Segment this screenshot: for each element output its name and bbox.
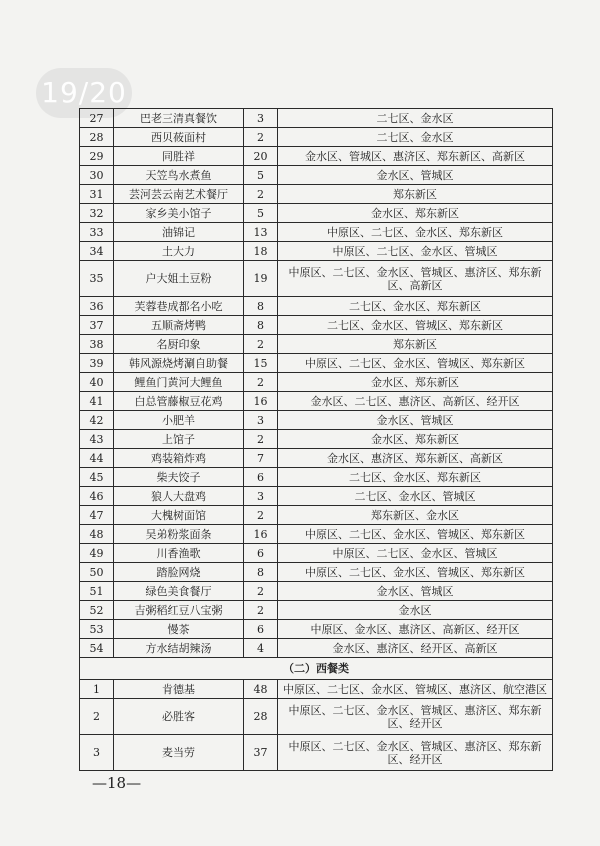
district-list: 金水区、二七区、惠济区、高新区、经开区 — [278, 392, 553, 411]
table-row — [80, 109, 553, 128]
store-count: 6 — [244, 468, 278, 487]
table-row — [80, 147, 553, 166]
restaurant-name: 巴老三清真餐饮 — [114, 109, 244, 128]
row-number: 42 — [80, 411, 114, 430]
restaurant-name: 小肥羊 — [114, 411, 244, 430]
row-number: 40 — [80, 373, 114, 392]
district-list: 中原区、二七区、金水区、管城区 — [278, 242, 553, 261]
district-list: 中原区、二七区、金水区、管城区、惠济区、航空港区 — [278, 680, 553, 699]
row-number: 35 — [80, 261, 114, 297]
store-count: 5 — [244, 166, 278, 185]
restaurant-name: 西贝莜面村 — [114, 128, 244, 147]
row-number: 30 — [80, 166, 114, 185]
district-list: 金水区、惠济区、郑东新区、高新区 — [278, 449, 553, 468]
restaurant-name: 川香渔歌 — [114, 544, 244, 563]
table-row — [80, 411, 553, 430]
restaurant-name: 吴弟粉浆面条 — [114, 525, 244, 544]
row-number: 54 — [80, 639, 114, 658]
restaurant-name: 土大力 — [114, 242, 244, 261]
store-count: 18 — [244, 242, 278, 261]
restaurant-name: 油锦记 — [114, 223, 244, 242]
restaurant-name: 柴夫饺子 — [114, 468, 244, 487]
restaurant-name: 家乡美小馆子 — [114, 204, 244, 223]
store-count: 19 — [244, 261, 278, 297]
store-count: 2 — [244, 185, 278, 204]
store-count: 8 — [244, 316, 278, 335]
table-row — [80, 316, 553, 335]
row-number: 38 — [80, 335, 114, 354]
table-row — [80, 449, 553, 468]
district-list: 二七区、金水区、郑东新区 — [278, 468, 553, 487]
store-count: 20 — [244, 147, 278, 166]
table-body-western — [80, 680, 553, 771]
store-count: 3 — [244, 487, 278, 506]
store-count: 8 — [244, 563, 278, 582]
restaurant-name: 上馆子 — [114, 430, 244, 449]
table-row — [80, 525, 553, 544]
row-number: 32 — [80, 204, 114, 223]
district-list: 二七区、金水区 — [278, 109, 553, 128]
row-number: 43 — [80, 430, 114, 449]
district-list: 郑东新区 — [278, 335, 553, 354]
restaurant-table — [79, 108, 553, 771]
table-row — [80, 582, 553, 601]
row-number: 48 — [80, 525, 114, 544]
restaurant-name: 韩风源烧烤涮自助餐 — [114, 354, 244, 373]
restaurant-name: 天笠鸟水煮鱼 — [114, 166, 244, 185]
store-count: 8 — [244, 297, 278, 316]
table-section-western — [80, 658, 553, 680]
district-list: 金水区、惠济区、经开区、高新区 — [278, 639, 553, 658]
table-row — [80, 297, 553, 316]
store-count: 2 — [244, 373, 278, 392]
district-list: 郑东新区、金水区 — [278, 506, 553, 525]
restaurant-name: 芙蓉巷成都名小吃 — [114, 297, 244, 316]
section-title: （二）西餐类 — [80, 658, 553, 680]
table-row — [80, 563, 553, 582]
table-row — [80, 242, 553, 261]
restaurant-name: 麦当劳 — [114, 735, 244, 771]
store-count: 2 — [244, 128, 278, 147]
district-list: 二七区、金水区、管城区 — [278, 487, 553, 506]
table-row — [80, 185, 553, 204]
restaurant-name: 同胜祥 — [114, 147, 244, 166]
table-row — [80, 620, 553, 639]
restaurant-name: 五顺斋烤鸭 — [114, 316, 244, 335]
district-list: 中原区、二七区、金水区、郑东新区 — [278, 223, 553, 242]
row-number: 53 — [80, 620, 114, 639]
row-number: 1 — [80, 680, 114, 699]
row-number: 36 — [80, 297, 114, 316]
table-row — [80, 639, 553, 658]
store-count: 7 — [244, 449, 278, 468]
district-list: 金水区、郑东新区 — [278, 430, 553, 449]
district-list: 郑东新区 — [278, 185, 553, 204]
row-number: 27 — [80, 109, 114, 128]
district-list: 二七区、金水区 — [278, 128, 553, 147]
store-count: 48 — [244, 680, 278, 699]
store-count: 6 — [244, 620, 278, 639]
store-count: 3 — [244, 109, 278, 128]
store-count: 28 — [244, 699, 278, 735]
restaurant-name: 肯德基 — [114, 680, 244, 699]
restaurant-name: 鲤鱼门黄河大鲤鱼 — [114, 373, 244, 392]
row-number: 46 — [80, 487, 114, 506]
table-row — [80, 335, 553, 354]
restaurant-name: 必胜客 — [114, 699, 244, 735]
district-list: 中原区、金水区、惠济区、高新区、经开区 — [278, 620, 553, 639]
restaurant-name: 慢茶 — [114, 620, 244, 639]
district-list: 金水区、郑东新区 — [278, 373, 553, 392]
district-list: 中原区、二七区、金水区、管城区、惠济区、郑东新区、高新区 — [278, 261, 553, 297]
restaurant-name: 名厨印象 — [114, 335, 244, 354]
restaurant-name: 踏脸网烧 — [114, 563, 244, 582]
district-list: 中原区、二七区、金水区、管城区、惠济区、郑东新区、经开区 — [278, 735, 553, 771]
row-number: 29 — [80, 147, 114, 166]
restaurant-name: 狼人大盘鸡 — [114, 487, 244, 506]
row-number: 44 — [80, 449, 114, 468]
row-number: 3 — [80, 735, 114, 771]
district-list: 金水区、管城区、惠济区、郑东新区、高新区 — [278, 147, 553, 166]
row-number: 52 — [80, 601, 114, 620]
store-count: 2 — [244, 506, 278, 525]
district-list: 金水区、管城区 — [278, 411, 553, 430]
table-row — [80, 735, 553, 771]
table-row — [80, 261, 553, 297]
district-list: 中原区、二七区、金水区、管城区 — [278, 544, 553, 563]
table-body-chinese — [80, 109, 553, 658]
district-list: 金水区、郑东新区 — [278, 204, 553, 223]
district-list: 二七区、金水区、管城区、郑东新区 — [278, 316, 553, 335]
page-number: —18— — [92, 774, 142, 792]
restaurant-name: 绿色美食餐厅 — [114, 582, 244, 601]
row-number: 51 — [80, 582, 114, 601]
store-count: 15 — [244, 354, 278, 373]
row-number: 47 — [80, 506, 114, 525]
store-count: 4 — [244, 639, 278, 658]
table-row — [80, 699, 553, 735]
district-list: 中原区、二七区、金水区、管城区、郑东新区 — [278, 354, 553, 373]
store-count: 5 — [244, 204, 278, 223]
table-row — [80, 392, 553, 411]
table-row — [80, 601, 553, 620]
store-count: 2 — [244, 601, 278, 620]
row-number: 33 — [80, 223, 114, 242]
store-count: 2 — [244, 430, 278, 449]
store-count: 2 — [244, 335, 278, 354]
store-count: 16 — [244, 525, 278, 544]
district-list: 中原区、二七区、金水区、管城区、郑东新区 — [278, 563, 553, 582]
table-row — [80, 128, 553, 147]
row-number: 2 — [80, 699, 114, 735]
row-number: 45 — [80, 468, 114, 487]
row-number: 39 — [80, 354, 114, 373]
restaurant-name: 白总管藤椒豆花鸡 — [114, 392, 244, 411]
district-list: 金水区、管城区 — [278, 582, 553, 601]
row-number: 49 — [80, 544, 114, 563]
row-number: 50 — [80, 563, 114, 582]
store-count: 16 — [244, 392, 278, 411]
district-list: 中原区、二七区、金水区、管城区、惠济区、郑东新区、经开区 — [278, 699, 553, 735]
store-count: 37 — [244, 735, 278, 771]
row-number: 28 — [80, 128, 114, 147]
table-row — [80, 204, 553, 223]
table-row — [80, 223, 553, 242]
store-count: 13 — [244, 223, 278, 242]
store-count: 3 — [244, 411, 278, 430]
restaurant-name: 大槐树面馆 — [114, 506, 244, 525]
restaurant-name: 鸡装箱炸鸡 — [114, 449, 244, 468]
district-list: 二七区、金水区、郑东新区 — [278, 297, 553, 316]
table-row — [80, 680, 553, 699]
restaurant-name: 方水结胡辣汤 — [114, 639, 244, 658]
store-count: 6 — [244, 544, 278, 563]
table-row — [80, 373, 553, 392]
table-row — [80, 468, 553, 487]
district-list: 金水区 — [278, 601, 553, 620]
table-row — [80, 487, 553, 506]
restaurant-name: 户大姐土豆粉 — [114, 261, 244, 297]
store-count: 2 — [244, 582, 278, 601]
row-number: 41 — [80, 392, 114, 411]
section-header-row — [80, 658, 553, 680]
row-number: 37 — [80, 316, 114, 335]
district-list: 中原区、二七区、金水区、管城区、郑东新区 — [278, 525, 553, 544]
table-row — [80, 354, 553, 373]
row-number: 34 — [80, 242, 114, 261]
district-list: 金水区、管城区 — [278, 166, 553, 185]
table-row — [80, 430, 553, 449]
row-number: 31 — [80, 185, 114, 204]
page-indicator-badge: 19/20 — [36, 68, 132, 118]
restaurant-name: 芸河芸云南艺术餐厅 — [114, 185, 244, 204]
table-row — [80, 544, 553, 563]
restaurant-name: 吉粥稻红豆八宝粥 — [114, 601, 244, 620]
table-row — [80, 166, 553, 185]
table-row — [80, 506, 553, 525]
